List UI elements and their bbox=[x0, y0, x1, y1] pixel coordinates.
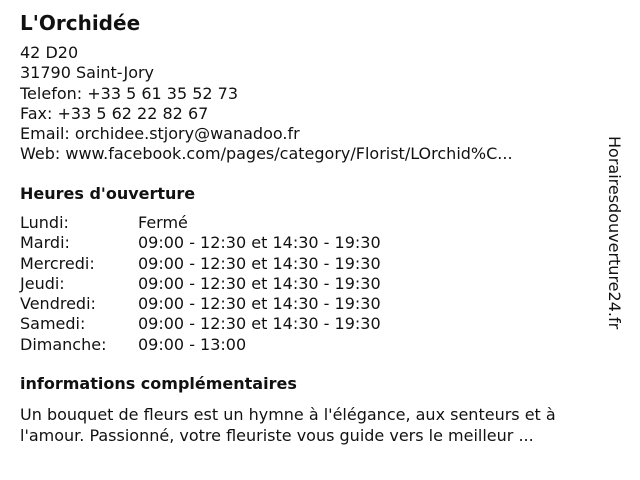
hours-heading: Heures d'ouverture bbox=[20, 184, 196, 203]
business-description bbox=[20, 404, 610, 446]
contact-block bbox=[20, 43, 513, 165]
web-line: Web: www.facebook.com/pages/category/Florist/LOrchid%C... bbox=[20, 144, 513, 164]
hours-day: Mardi: bbox=[20, 233, 70, 253]
hours-time: 09:00 - 12:30 et 14:30 - 19:30 bbox=[138, 273, 381, 293]
hours-time: 09:00 - 12:30 et 14:30 - 19:30 bbox=[138, 253, 381, 273]
hours-time: 09:00 - 13:00 bbox=[138, 334, 247, 354]
hours-day: Jeudi: bbox=[20, 273, 65, 293]
hours-time: 09:00 - 12:30 et 14:30 - 19:30 bbox=[138, 294, 381, 314]
phone-line: Telefon: +33 5 61 35 52 73 bbox=[20, 83, 239, 103]
hours-time: 09:00 - 12:30 et 14:30 - 19:30 bbox=[138, 314, 381, 334]
hours-day: Lundi: bbox=[20, 213, 69, 232]
fax-line: Fax: +33 5 62 22 82 67 bbox=[20, 103, 209, 123]
hours-day: Samedi: bbox=[20, 314, 86, 334]
hours-day: Vendredi: bbox=[20, 294, 96, 314]
hours-day: Dimanche: bbox=[20, 334, 107, 354]
info-heading: informations complémentaires bbox=[20, 374, 297, 393]
business-name: L'Orchidée bbox=[20, 11, 141, 35]
address-city-line: 31790 Saint-Jory bbox=[20, 63, 155, 83]
hours-time: Fermé bbox=[138, 213, 188, 232]
hours-day: Mercredi: bbox=[20, 253, 95, 273]
hours-time: 09:00 - 12:30 et 14:30 - 19:30 bbox=[138, 233, 381, 253]
email-line: Email: orchidee.stjory@wanadoo.fr bbox=[20, 124, 300, 144]
description-line: Un bouquet de fleurs est un hymne à l'élégance, aux senteurs et à bbox=[20, 405, 556, 424]
description-line: l'amour. Passionné, votre fleuriste vous guide vers le meilleur ... bbox=[20, 426, 534, 445]
site-watermark: Horairesdouverture24.fr bbox=[605, 136, 624, 330]
address-line: 42 D20 bbox=[20, 43, 79, 62]
